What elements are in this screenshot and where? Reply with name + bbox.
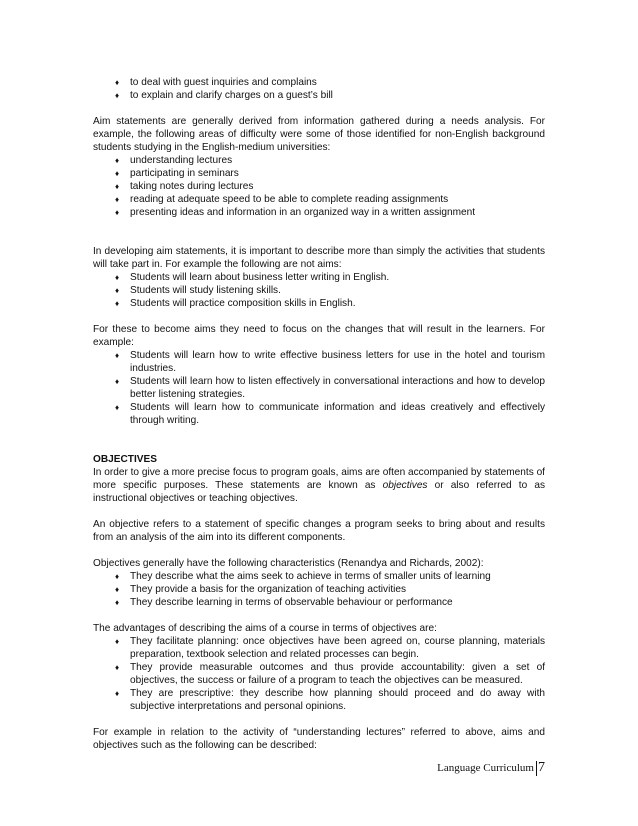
page-footer [437,760,545,776]
list-item-text: Students will practice composition skills in English. [130,298,356,309]
list-item-text: reading at adequate speed to be able to complete reading assignments [130,194,449,205]
aim-paragraph: Aim statements are generally derived from information gathered during a needs analysis. For example, the following areas of difficulty were some of those identified for non-English background students studying in the English-medium universities: [93,116,545,153]
characteristics-paragraph: Objectives generally have the following characteristics (Renandya and Richards, 2002): [93,558,484,569]
list-item-text: They provide a basis for the organization of teaching activities [130,584,407,595]
list-item-text: They describe what the aims seek to achieve in terms of smaller units of learning [130,571,491,582]
list-item [93,193,545,206]
example-paragraph: For example in relation to the activity of “understanding lectures” referred to above, aims and objectives such as the following can be described: [93,727,545,751]
list-item-text: Students will learn about business letter writing in English. [130,272,390,283]
diamond-bullet-icon: ♦ [115,273,120,282]
objective-definition-paragraph: An objective refers to a statement of specific changes a program seeks to bring about and results from an analysis of the aim into its different components. [93,519,545,543]
list-item [93,271,545,284]
intro-list [93,76,545,102]
list-item [93,375,545,401]
list-item [93,596,545,609]
list-item [93,297,545,310]
list-item [93,661,545,687]
aims-examples-list [93,349,545,427]
diamond-bullet-icon: ♦ [115,572,120,581]
list-item-text: presenting ideas and information in an organized way in a written assignment [130,207,476,218]
list-item [93,284,545,297]
not-aims-list [93,271,545,310]
diamond-bullet-icon: ♦ [115,169,120,178]
list-item-text: They describe learning in terms of observable behaviour or performance [130,597,453,608]
list-item-text: understanding lectures [130,155,233,166]
footer-divider [536,761,537,776]
diamond-bullet-icon: ♦ [115,195,120,204]
page-body [93,76,545,752]
page-number: 7 [538,760,545,775]
list-item-text: They provide measurable outcomes and thus provide accountability: given a set of objectives, the success or failure of a program to teach the objectives can be measured. [130,662,545,686]
list-item-text: to deal with guest inquiries and complains [130,77,317,88]
diamond-bullet-icon: ♦ [115,663,120,672]
diamond-bullet-icon: ♦ [115,637,120,646]
objectives-term: objectives [382,480,428,491]
diamond-bullet-icon: ♦ [115,598,120,607]
list-item-text: to explain and clarify charges on a guest’s bill [130,90,333,101]
list-item [93,583,545,596]
diamond-bullet-icon: ♦ [115,286,120,295]
characteristics-list [93,570,545,609]
become-aims-paragraph: For these to become aims they need to focus on the changes that will result in the learners. For example: [93,324,545,348]
diamond-bullet-icon: ♦ [115,91,120,100]
list-item-text: Students will learn how to listen effectively in conversational interactions and how to develop better listening strategies. [130,376,545,400]
list-item-text: They are prescriptive: they describe how planning should proceed and do away with subjective interpretations and personal opinions. [130,688,545,712]
list-item-text: Students will learn how to communicate information and ideas creatively and effectively through writing. [130,402,545,426]
list-item [93,635,545,661]
diamond-bullet-icon: ♦ [115,585,120,594]
diamond-bullet-icon: ♦ [115,156,120,165]
list-item [93,76,545,89]
list-item [93,570,545,583]
list-item [93,349,545,375]
developing-aims-paragraph: In developing aim statements, it is important to describe more than simply the activities that students will take part in. For example the following are not aims: [93,246,545,270]
list-item-text: participating in seminars [130,168,239,179]
footer-title: Language Curriculum [437,762,534,774]
objectives-heading: OBJECTIVES [93,454,157,465]
list-item [93,401,545,427]
diamond-bullet-icon: ♦ [115,78,120,87]
list-item-text: taking notes during lectures [130,181,254,192]
diamond-bullet-icon: ♦ [115,689,120,698]
objectives-intro-after: or also referred to as instructional objectives or teaching objectives. [93,480,545,504]
advantages-list [93,635,545,713]
list-item [93,180,545,193]
diamond-bullet-icon: ♦ [115,403,120,412]
diamond-bullet-icon: ♦ [115,299,120,308]
diamond-bullet-icon: ♦ [115,208,120,217]
list-item-text: They facilitate planning: once objectives have been agreed on, course planning, materials preparation, textbook selection and related processes can begin. [130,636,545,660]
list-item [93,167,545,180]
list-item-text: Students will learn how to write effective business letters for use in the hotel and tourism industries. [130,350,545,374]
list-item [93,89,545,102]
advantages-paragraph: The advantages of describing the aims of a course in terms of objectives are: [93,623,437,634]
list-item [93,687,545,713]
diamond-bullet-icon: ♦ [115,182,120,191]
aim-difficulty-list [93,154,545,219]
list-item-text: Students will study listening skills. [130,285,281,296]
objectives-intro-paragraph [93,466,545,505]
diamond-bullet-icon: ♦ [115,351,120,360]
objectives-intro-before: In order to give a more precise focus to program goals, aims are often accompanied by statements of more specific purposes. These statements are known as [93,467,545,491]
list-item [93,154,545,167]
list-item [93,206,545,219]
diamond-bullet-icon: ♦ [115,377,120,386]
